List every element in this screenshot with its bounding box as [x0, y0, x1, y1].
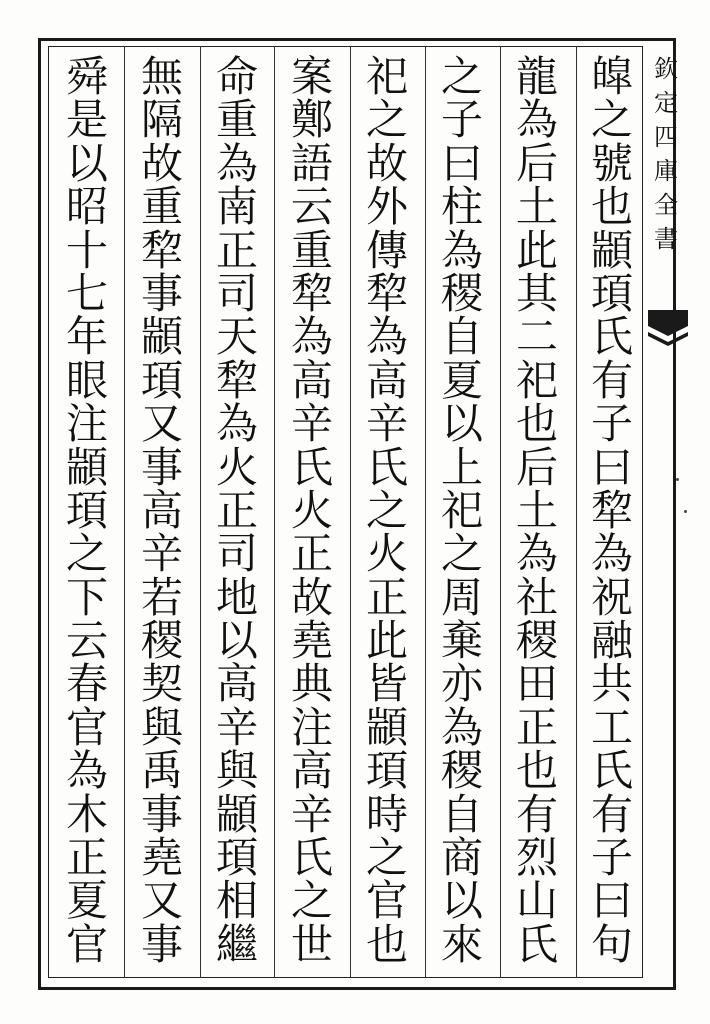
character: 顓	[215, 789, 258, 839]
character: 為	[515, 95, 558, 145]
text-column-8	[58, 52, 116, 969]
character: 重	[215, 95, 258, 145]
character: 注	[65, 399, 108, 449]
character: 氏	[290, 442, 333, 492]
character: 年	[65, 312, 108, 362]
fishtail-ornament-icon	[648, 310, 688, 350]
character: 有	[590, 355, 633, 405]
character: 為	[215, 138, 258, 188]
character: 山	[515, 876, 558, 926]
character: 之	[365, 95, 408, 145]
character: 又	[140, 876, 183, 926]
character: 故	[365, 138, 408, 188]
character: 顓	[140, 312, 183, 362]
character: 氏	[515, 919, 558, 969]
character: 火	[290, 485, 333, 535]
character: 周	[440, 572, 483, 622]
character: 事	[140, 268, 183, 318]
character: 禹	[140, 746, 183, 796]
character: 下	[65, 572, 108, 622]
character: 句	[590, 919, 633, 969]
character: 正	[515, 702, 558, 752]
character: 之	[290, 876, 333, 926]
character: 曰	[440, 138, 483, 188]
character: 全	[654, 191, 678, 219]
character: 也	[515, 399, 558, 449]
character: 司	[215, 268, 258, 318]
column-rule	[124, 46, 125, 978]
character: 舜	[65, 52, 108, 101]
text-column-2	[508, 52, 566, 969]
character: 重	[140, 182, 183, 232]
character: 命	[215, 52, 258, 101]
character: 為	[290, 312, 333, 362]
character: 祀	[440, 485, 483, 535]
character: 顓	[365, 702, 408, 752]
character: 正	[365, 572, 408, 622]
character: 事	[140, 789, 183, 839]
character: 子	[590, 833, 633, 883]
character: 二	[515, 312, 558, 362]
character: 也	[365, 919, 408, 969]
character: 頊	[590, 268, 633, 318]
character: 皡	[590, 52, 633, 101]
character: 以	[440, 399, 483, 449]
character: 又	[140, 399, 183, 449]
character: 后	[515, 138, 558, 188]
character: 之	[590, 95, 633, 145]
character: 正	[215, 225, 258, 275]
character: 為	[440, 225, 483, 275]
column-rule	[200, 46, 201, 978]
character: 工	[590, 702, 633, 752]
character: 來	[440, 919, 483, 969]
character: 之	[440, 52, 483, 101]
character: 官	[65, 702, 108, 752]
character: 自	[440, 789, 483, 839]
character: 子	[440, 95, 483, 145]
character: 辛	[290, 789, 333, 839]
character: 之	[365, 833, 408, 883]
character: 相	[215, 876, 258, 926]
character: 與	[140, 702, 183, 752]
character: 高	[140, 485, 183, 535]
character: 火	[365, 529, 408, 579]
character: 土	[515, 485, 558, 535]
text-column-3	[433, 52, 491, 969]
character: 故	[140, 138, 183, 188]
character: 稷	[140, 616, 183, 666]
margin-title	[648, 52, 684, 256]
character: 高	[290, 355, 333, 405]
text-column-6	[208, 52, 266, 969]
ink-speck	[676, 478, 679, 481]
column-rule	[425, 46, 426, 978]
character: 共	[590, 659, 633, 709]
character: 皆	[365, 659, 408, 709]
character: 堯	[290, 616, 333, 666]
character: 土	[515, 182, 558, 232]
character: 時	[365, 789, 408, 839]
character: 故	[290, 572, 333, 622]
character: 子	[590, 399, 633, 449]
character: 為	[65, 746, 108, 796]
character: 云	[290, 182, 333, 232]
character: 亦	[440, 659, 483, 709]
character: 顓	[590, 225, 633, 275]
character: 正	[290, 529, 333, 579]
character: 頊	[65, 485, 108, 535]
character: 辛	[140, 529, 183, 579]
character: 其	[515, 268, 558, 318]
text-column-5	[283, 52, 341, 969]
character: 之	[365, 485, 408, 535]
character: 此	[515, 225, 558, 275]
character: 為	[215, 399, 258, 449]
character: 重	[290, 225, 333, 275]
character: 若	[140, 572, 183, 622]
character: 夏	[65, 876, 108, 926]
character: 眼	[65, 355, 108, 405]
character: 高	[290, 746, 333, 796]
character: 犂	[215, 355, 258, 405]
character: 有	[515, 789, 558, 839]
character: 祝	[590, 572, 633, 622]
character: 是	[65, 95, 108, 145]
character: 書	[654, 225, 678, 253]
character: 事	[140, 442, 183, 492]
character: 七	[65, 268, 108, 318]
character: 犂	[365, 268, 408, 318]
character: 案	[290, 52, 333, 101]
character: 事	[140, 919, 183, 969]
character: 與	[215, 746, 258, 796]
character: 契	[140, 659, 183, 709]
character: 十	[65, 225, 108, 275]
character: 烈	[515, 833, 558, 883]
character: 辛	[215, 702, 258, 752]
character: 欽	[654, 55, 678, 83]
character: 之	[65, 529, 108, 579]
character: 正	[65, 833, 108, 883]
character: 曰	[590, 876, 633, 926]
character: 辛	[365, 399, 408, 449]
character: 頊	[140, 355, 183, 405]
character: 鄭	[290, 95, 333, 145]
character: 之	[440, 529, 483, 579]
character: 稷	[440, 746, 483, 796]
character: 稷	[440, 268, 483, 318]
character: 氏	[290, 833, 333, 883]
ink-speck	[684, 510, 687, 513]
character: 稷	[515, 616, 558, 666]
character: 商	[440, 833, 483, 883]
text-column-1	[583, 52, 641, 969]
character: 高	[365, 355, 408, 405]
character: 社	[515, 572, 558, 622]
character: 定	[654, 89, 678, 117]
character: 南	[215, 182, 258, 232]
character: 祀	[515, 355, 558, 405]
character: 氏	[365, 442, 408, 492]
character: 頊	[365, 746, 408, 796]
character: 典	[290, 659, 333, 709]
character: 夏	[440, 355, 483, 405]
character: 云	[65, 616, 108, 666]
character: 田	[515, 659, 558, 709]
character: 辛	[290, 399, 333, 449]
character: 龍	[515, 52, 558, 101]
character: 犂	[140, 225, 183, 275]
character: 高	[215, 659, 258, 709]
text-column-4	[358, 52, 416, 969]
character: 為	[590, 529, 633, 579]
character: 柱	[440, 182, 483, 232]
character: 棄	[440, 616, 483, 666]
character: 有	[590, 789, 633, 839]
character: 犂	[590, 485, 633, 535]
character: 火	[215, 442, 258, 492]
character: 頊	[215, 833, 258, 883]
character: 語	[290, 138, 333, 188]
character: 為	[365, 312, 408, 362]
character: 四	[654, 123, 678, 151]
character: 天	[215, 312, 258, 362]
character: 氏	[590, 746, 633, 796]
character: 傳	[365, 225, 408, 275]
character: 后	[515, 442, 558, 492]
column-rule	[576, 46, 577, 978]
character: 世	[290, 919, 333, 969]
character: 以	[440, 876, 483, 926]
character: 堯	[140, 833, 183, 883]
character: 顓	[65, 442, 108, 492]
character: 隔	[140, 95, 183, 145]
character: 繼	[215, 919, 258, 969]
character: 庫	[654, 157, 678, 185]
character: 上	[440, 442, 483, 492]
character: 融	[590, 616, 633, 666]
character: 官	[65, 919, 108, 969]
character: 木	[65, 789, 108, 839]
character: 此	[365, 616, 408, 666]
character: 官	[365, 876, 408, 926]
character: 也	[590, 182, 633, 232]
column-rule	[500, 46, 501, 978]
character: 祀	[365, 52, 408, 101]
character: 為	[440, 702, 483, 752]
character: 正	[215, 485, 258, 535]
character: 也	[515, 746, 558, 796]
character: 以	[215, 616, 258, 666]
character: 昭	[65, 182, 108, 232]
character: 外	[365, 182, 408, 232]
text-column-7	[133, 52, 191, 969]
character: 自	[440, 312, 483, 362]
character: 司	[215, 529, 258, 579]
column-rule	[274, 46, 275, 978]
character: 春	[65, 659, 108, 709]
character: 無	[140, 52, 183, 101]
character: 地	[215, 572, 258, 622]
character: 號	[590, 138, 633, 188]
character: 氏	[590, 312, 633, 362]
column-rule	[350, 46, 351, 978]
character: 犂	[290, 268, 333, 318]
character: 以	[65, 138, 108, 188]
character: 注	[290, 702, 333, 752]
character: 為	[515, 529, 558, 579]
character: 曰	[590, 442, 633, 492]
